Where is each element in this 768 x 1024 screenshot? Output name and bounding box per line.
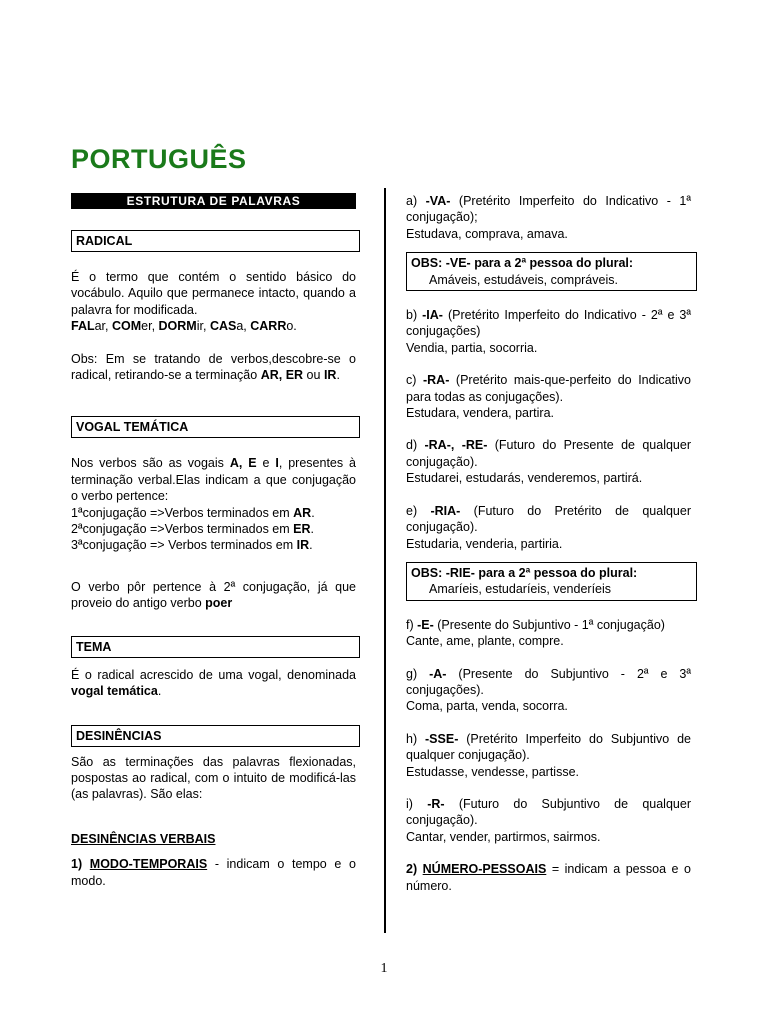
suffix-item: [406, 666, 691, 715]
obs-examples: Amaríeis, estudaríeis, venderíeis: [429, 582, 612, 597]
numero-pessoais: 2) NÚMERO-PESSOAIS = indicam a pessoa e o número.: [406, 862, 691, 893]
suffix-list-1: [406, 193, 691, 242]
section-bar: ESTRUTURA DE PALAVRAS: [71, 193, 356, 209]
suffix-examples: Estudava, comprava, amava.: [406, 226, 568, 241]
suffix-term: -RIA-: [430, 503, 461, 518]
conjugation-list: [71, 505, 356, 554]
suffix-description: b) -IA- (Pretérito Imperfeito do Indicativo - 2ª e 3ª conjugações): [406, 308, 691, 339]
radical-ending: ar,: [94, 319, 112, 334]
radical-stem: FAL: [71, 319, 95, 334]
radical-examples: [71, 318, 356, 334]
page-title: PORTUGUÊS: [71, 144, 247, 174]
radical-obs: Obs: Em se tratando de verbos,descobre-se o radical, retirando-se a terminação AR, ER ou IR.: [71, 351, 356, 383]
suffix-term: -A-: [429, 666, 447, 681]
page-number: 1: [380, 961, 388, 976]
suffix-examples: Estudarei, estudarás, venderemos, partirá.: [406, 471, 643, 486]
left-column: [71, 193, 356, 889]
suffix-description: c) -RA- (Pretérito mais-que-perfeito do Indicativo para todas as conjugações).: [406, 373, 691, 404]
radical-ending: ir,: [196, 319, 210, 334]
radical-ending: a,: [236, 319, 251, 334]
suffix-term: -IA-: [422, 308, 443, 323]
suffix-description: h) -SSE- (Pretérito Imperfeito do Subjuntivo de qualquer conjugação).: [406, 731, 691, 763]
radical-heading: RADICAL: [71, 230, 360, 252]
suffix-examples: Cante, ame, plante, compre.: [406, 634, 564, 649]
right-column: [406, 193, 691, 894]
radical-definition: É o termo que contém o sentido básico do vocábulo. Aquilo que permanece intacto, quando a palavra for modificada.: [71, 270, 356, 317]
radical-stem: DORM: [158, 319, 197, 334]
suffix-item: [406, 193, 691, 242]
obs-title: OBS: -RIE- para a 2ª pessoa do plural:: [411, 565, 638, 580]
suffix-description: d) -RA-, -RE- (Futuro do Presente de qualquer conjugação).: [406, 438, 691, 469]
obs-box-rie: [406, 562, 697, 601]
suffix-item: [406, 503, 691, 552]
suffix-item: [406, 437, 691, 486]
por-note: O verbo pôr pertence à 2ª conjugação, já que proveio do antigo verbo poer: [71, 579, 356, 611]
suffix-term: -E-: [417, 617, 434, 632]
desinencias-heading: DESINÊNCIAS: [71, 725, 360, 747]
suffix-item: [406, 796, 691, 845]
suffix-list-3: [406, 617, 691, 845]
tema-heading: TEMA: [71, 636, 360, 658]
suffix-examples: Estudasse, vendesse, partisse.: [406, 764, 580, 779]
suffix-term: -SSE-: [425, 731, 459, 746]
modo-temporais: 1) MODO-TEMPORAIS - indicam o tempo e o modo.: [71, 857, 356, 888]
obs-box-ve: [406, 252, 697, 291]
suffix-description: f) -E- (Presente do Subjuntivo - 1ª conjugação): [406, 617, 665, 632]
conjugation-line: 3ªconjugação => Verbos terminados em IR.: [71, 538, 313, 553]
suffix-item: [406, 617, 691, 650]
suffix-item: [406, 731, 691, 780]
suffix-item: [406, 372, 691, 421]
obs-examples: Amáveis, estudáveis, compráveis.: [429, 272, 618, 287]
suffix-examples: Cantar, vender, partirmos, sairmos.: [406, 829, 601, 844]
suffix-term: -RA-, -RE-: [424, 438, 488, 453]
suffix-examples: Vendia, partia, socorria.: [406, 340, 538, 355]
conjugation-line: 2ªconjugação =>Verbos terminados em ER.: [71, 522, 314, 537]
desinencias-definition: São as terminações das palavras flexionadas, pospostas ao radical, com o intuito de modificá-las (as palavras). São elas:: [71, 754, 356, 802]
suffix-description: e) -RIA- (Futuro do Pretérito de qualquer conjugação).: [406, 503, 691, 535]
tema-definition: É o radical acrescido de uma vogal, denominada vogal temática.: [71, 667, 356, 699]
suffix-term: -VA-: [425, 194, 451, 208]
radical-stem: COM: [111, 319, 142, 334]
conjugation-line: 1ªconjugação =>Verbos terminados em AR.: [71, 505, 315, 520]
suffix-term: -R-: [427, 796, 445, 811]
vogal-definition: Nos verbos são as vogais A, E e I, presentes à terminação verbal.Elas indicam a que conjugação o verbo pertence:: [71, 456, 356, 504]
column-divider: [384, 188, 386, 933]
radical-ending: o.: [286, 319, 297, 334]
suffix-description: a) -VA- (Pretérito Imperfeito do Indicativo - 1ª conjugação);: [406, 194, 691, 225]
suffix-item: [406, 307, 691, 356]
suffix-term: -RA-: [422, 373, 450, 388]
vogal-heading: VOGAL TEMÁTICA: [71, 416, 360, 438]
radical-stem: CAS: [209, 319, 237, 334]
desinencias-verbais-heading: DESINÊNCIAS VERBAIS: [71, 831, 216, 846]
obs-title: OBS: -VE- para a 2ª pessoa do plural:: [411, 256, 634, 271]
suffix-examples: Coma, parta, venda, socorra.: [406, 699, 568, 714]
suffix-description: g) -A- (Presente do Subjuntivo - 2ª e 3ª conjugações).: [406, 666, 691, 697]
suffix-examples: Estudara, vendera, partira.: [406, 406, 554, 421]
suffix-examples: Estudaria, venderia, partiria.: [406, 536, 563, 551]
radical-ending: er,: [141, 319, 159, 334]
suffix-description: i) -R- (Futuro do Subjuntivo de qualquer conjugação).: [406, 796, 691, 828]
radical-stem: CARR: [250, 319, 287, 334]
suffix-list-2: [406, 307, 691, 552]
